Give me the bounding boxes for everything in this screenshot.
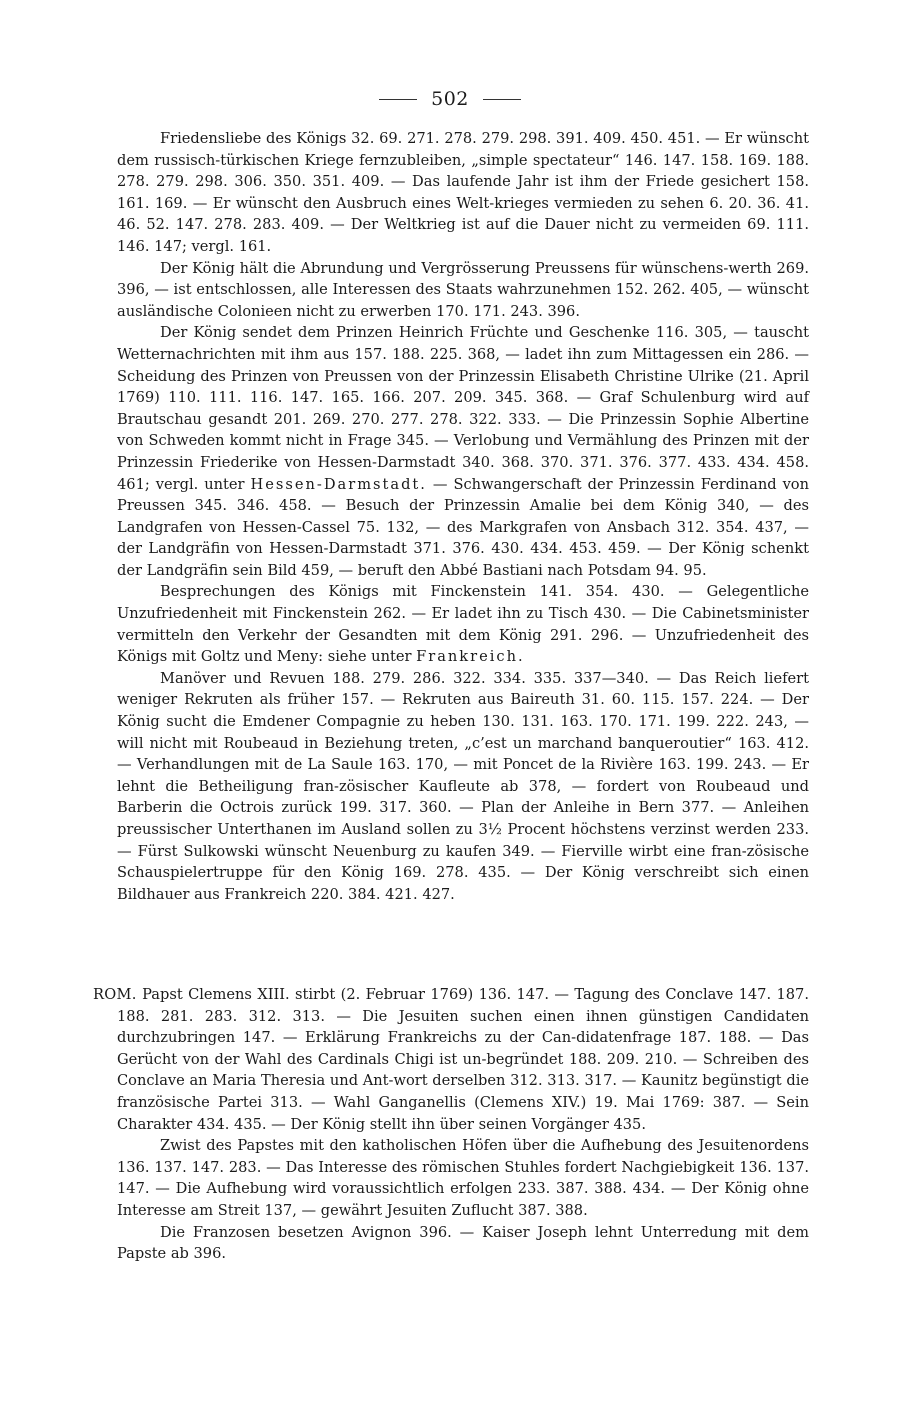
section-entry — [93, 984, 809, 1135]
cross-reference: Frankreich. — [416, 648, 525, 666]
section-text: Papst Clemens XIII. stirbt (2. Februar 1769) 136. 147. — Tagung des Conclave 147. 187. 188. 281. 283. 312. 313. — Die Jesuiten suchen einen ihnen günstigen Candidaten durchzubringen 147. — Erklärung Frankreichs zu der Can-didatenfrage 187. 188. — Das Gerücht von der Wahl des Cardinals Chigi ist un-begründet 188. 209. 210. — Schreiben des Conclave an Maria Theresia und Ant-wort derselben 312. 313. 317. — Kaunitz begünstigt die französische Partei 313. — Wahl Ganganellis (Clemens XIV.) 19. Mai 1769: 387. — Sein Charakter 434. 435. — Der König stellt ihn über seinen Vorgänger 435. — [117, 986, 809, 1133]
text-block-continued — [117, 128, 809, 905]
paragraph-prince-heinrich — [117, 322, 809, 581]
paragraph-finckenstein — [117, 581, 809, 667]
paragraph-prussia-expansion: Der König hält die Abrundung und Vergrösserung Preussens für wünschens-werth 269. 396, — ist entschlossen, alle Interessen des Staats wahrzunehmen 152. 262. 405, — wünscht ausländische Colonieen nicht zu erwerben 170. 171. 243. 396. — [117, 259, 809, 320]
paragraph-manoeuvres: Manöver und Revuen 188. 279. 286. 322. 334. 335. 337—340. — Das Reich liefert weniger Rekruten als früher 157. — Rekruten aus Baireuth 31. 60. 115. 157. 224. — Der König sucht die Emdener Compagnie zu heben 130. 131. 163. 170. 171. 199. 222. 243, — will nicht mit Roubeaud in Beziehung treten, „c’est un marchand banqueroutier“ 163. 412. — Verhandlungen mit de La Saule 163. 170, — mit Poncet de la Rivière 163. 199. 243. — Er lehnt die Betheiligung fran-zösischer Kaufleute ab 378, — fordert von Roubeaud und Barberin die Octrois zurück 199. 317. 360. — Plan der Anleihe in Bern 377. — Anleihen preussischer Unterthanen im Ausland sollen zu 3½ Procent höchstens verzinst werden 233. — Fürst Sulkowski wünscht Neuenburg zu kaufen 349. — Fierville wirbt eine fran-zösische Schauspielertruppe für den König 169. 278. 435. — Der König verschreibt sich einen Bildhauer aus Frankreich 220. 384. 421. 427. — [117, 669, 809, 903]
page-number: 502 — [431, 88, 469, 110]
paragraph-finckenstein-text: Besprechungen des Königs mit Finckenstein 141. 354. 430. — Gelegentliche Unzufriedenheit mit Finckenstein 262. — Er ladet ihn zu Tisch 430. — Die Cabinetsminister vermitteln den Verkehr der Gesandten mit dem König 291. 296. — Unzufriedenheit des Königs mit Goltz und Meny: siehe unter — [117, 583, 809, 666]
paragraph-avignon: Die Franzosen besetzen Avignon 396. — Kaiser Joseph lehnt Unterredung mit dem Papste ab 396. — [117, 1223, 809, 1263]
header-rule-left — [379, 99, 417, 100]
paragraph-prince-heinrich-text: Der König sendet dem Prinzen Heinrich Früchte und Geschenke 116. 305, — tauscht Wetternachrichten mit ihm aus 157. 188. 225. 368, — ladet ihn zum Mittagessen ein 286. — Scheidung des Prinzen von Preussen von der Prinzessin Elisabeth Christine Ulrike (21. April 1769) 110. 111. 116. 147. 165. 166. 207. 209. 345. 368. — Graf Schulenburg wird auf Brautschau gesandt 201. 269. 270. 277. 278. 322. 333. — Die Prinzessin Sophie Albertine von Schweden kommt nicht in Frage 345. — Verlobung und Vermählung des Prinzen mit der Prinzessin Friederike von Hessen-Darmstadt 340. 368. 370. 371. 376. 377. 433. 434. 458. 461; vergl. unter — [117, 324, 809, 493]
section-heading: ROM. — [93, 986, 137, 1003]
cross-reference: Hessen-Darmstadt. — [250, 475, 427, 493]
paragraph-jesuits: Zwist des Papstes mit den katholischen Höfen über die Aufhebung des Jesuitenordens 136. 137. 147. 283. — Das Interesse des römischen Stuhles fordert Nachgiebigkeit 136. 137. 147. — Die Aufhebung wird voraussichtlich erfolgen 233. 387. 388. 434. — Der König ohne Interesse am Streit 137, — gewährt Jesuiten Zuflucht 387. 388. — [117, 1137, 809, 1219]
index-section-rom — [93, 984, 809, 1265]
header-rule-right — [483, 99, 521, 100]
paragraph-peace-policy: Friedensliebe des Königs 32. 69. 271. 278. 279. 298. 391. 409. 450. 451. — Er wünscht dem russisch-türkischen Kriege fernzubleiben, „simple spectateur“ 146. 147. 158. 169. 188. 278. 279. 298. 306. 350. 351. 409. — Das laufende Jahr ist ihm der Friede gesichert 158. 161. 169. — Er wünscht den Ausbruch eines Welt-krieges vermieden zu sehen 6. 20. 36. 41. 46. 52. 147. 278. 283. 409. — Der Weltkrieg ist auf die Dauer nicht zu vermeiden 69. 111. 146. 147; vergl. 161. — [117, 130, 809, 255]
page-header — [0, 88, 900, 110]
paragraph-prince-heinrich-rest: — Schwangerschaft der Prinzessin Ferdinand von Preussen 345. 346. 458. — Besuch der Prinzessin Amalie bei dem König 340, — des Landgrafen von Hessen-Cassel 75. 132, — des Markgrafen von Ansbach 312. 354. 437, — der Landgräfin von Hessen-Darmstadt 371. 376. 430. 434. 453. 459. — Der König schenkt der Landgräfin sein Bild 459, — beruft den Abbé Bastiani nach Potsdam 94. 95. — [117, 475, 809, 579]
